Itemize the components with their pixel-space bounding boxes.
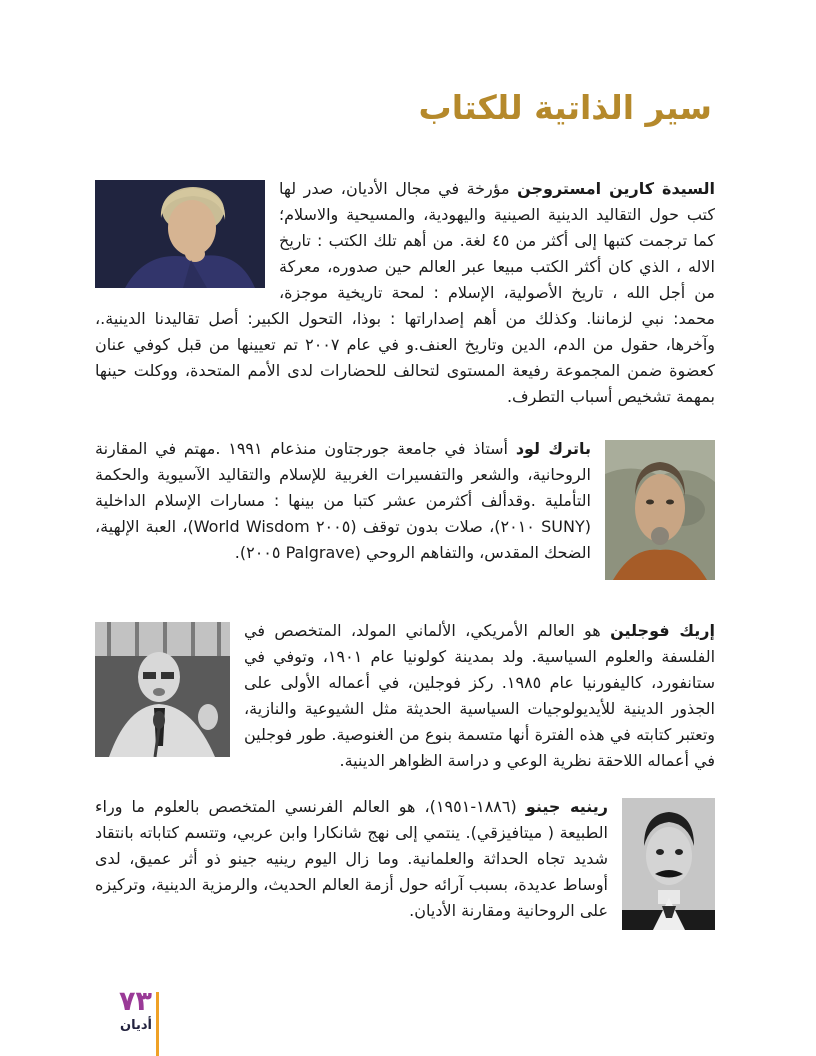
- bio-text: مؤرخة في مجال الأديان، صدر لها كتب حول التقاليد الدينية الصينية واليهودية، والمسيحية والاسلام؛ كما ترجمت كتبها إلى أكثر من ٤٥ لغة. من أهم تلك الكتب : تاريخ الاله ، الذي كان أكثر الكتب مبيعا عبر العالم حين صدوره، معركة من أجل الله ، تاريخ الأصولية، الإسلام : لمحة تاريخية موجزة، محمد: نبي لزماننا. وكذلك من أهم إصداراتها : بوذا، التحول الكبير: أصل تقاليدنا الدينية.، وآخرها، حقول من الدم، الدين وتاريخ العنف.و في عام ٢٠٠٧ تم تعيينها من قبل كوفي عنان كعضوة ضمن المجموعة رفيعة المستوى لتحالف للحضارات لدى الأمم المتحدة، ووكلت حينها بمهمة تشخيص أسباب التطرف.: [95, 179, 716, 406]
- bio-text: هو العالم الأمريكي، الألماني المولد، المتخصص في الفلسفة والعلوم السياسية. ولد بمدينة كولونيا عام ١٩٠١، وتوفي في ستانفورد، كاليفورنيا عام ١٩٨٥. ركز فوجلين، في أعماله الأولى على الجذور الدينية للأيديولوجيات السياسية الحديثة مثل الشيوعية والنازية، وتعتبر كتابته في هذه الفترة أنها متسمة بنوع من الغنوصية. طور فوجلين في أعماله اللاحقة نظرية الوعي و دراسة الظواهر الدينية.: [244, 621, 716, 770]
- bio-text: (١٨٨٦-١٩٥١)، هو العالم الفرنسي المتخصص بالعلوم ما وراء الطبيعة ( ميتافيزقي). ينتمي إلى نهج شانكارا وابن عربي، وتتسم كتاباته بانتقاد شديد تجاه الحداثة والعلمانية. وما زال اليوم رينيه جينو ذو أثر عميق، لدى أوساط عديدة، بسبب آرائه حول أزمة العالم الحديث، والرمزية الدينية، وتركيزه على الروحانية ومقارنة الأديان.: [95, 797, 608, 920]
- author-name: باترك لود: [515, 439, 591, 458]
- karen-armstrong-photo: [95, 180, 265, 288]
- page-title: سير الذاتية للكتاب: [418, 88, 712, 127]
- bio-section-patrick-laude: [95, 436, 715, 592]
- author-name: رينيه جينو: [525, 797, 608, 816]
- footer-rule: [156, 992, 159, 1056]
- patrick-laude-photo: [605, 440, 715, 580]
- journal-name: أديان: [120, 1018, 152, 1033]
- eric-voegelin-photo: [95, 622, 230, 757]
- rene-guenon-photo: [622, 798, 715, 930]
- bio-text: أستاذ في جامعة جورجتاون منذعام ١٩٩١ .مهتم في المقارنة الروحانية، والشعر والتفسيرات الغربية للإسلام والتقاليد الآسيوية والحكمة التأملية .وقدألف أكثرمن عشر كتبا من بينها : مسارات الإسلام الداخلية (SUNY ٢٠١٠)، صلات بدون توقف (٢٠٠٥ World Wisdom)، العبة الإلهية، الضحك المقدس، والتفاهم الروحي (Palgrave ٢٠٠٥).: [95, 439, 591, 562]
- author-name: إريك فوجلين: [610, 621, 715, 640]
- bio-section-rene-guenon: [95, 794, 715, 942]
- bio-section-eric-voegelin: [95, 618, 715, 775]
- author-name: السيدة كارين امستروجن: [517, 179, 715, 198]
- page-number: ٧٣: [119, 986, 152, 1017]
- bio-section-karen-armstrong: [95, 176, 715, 410]
